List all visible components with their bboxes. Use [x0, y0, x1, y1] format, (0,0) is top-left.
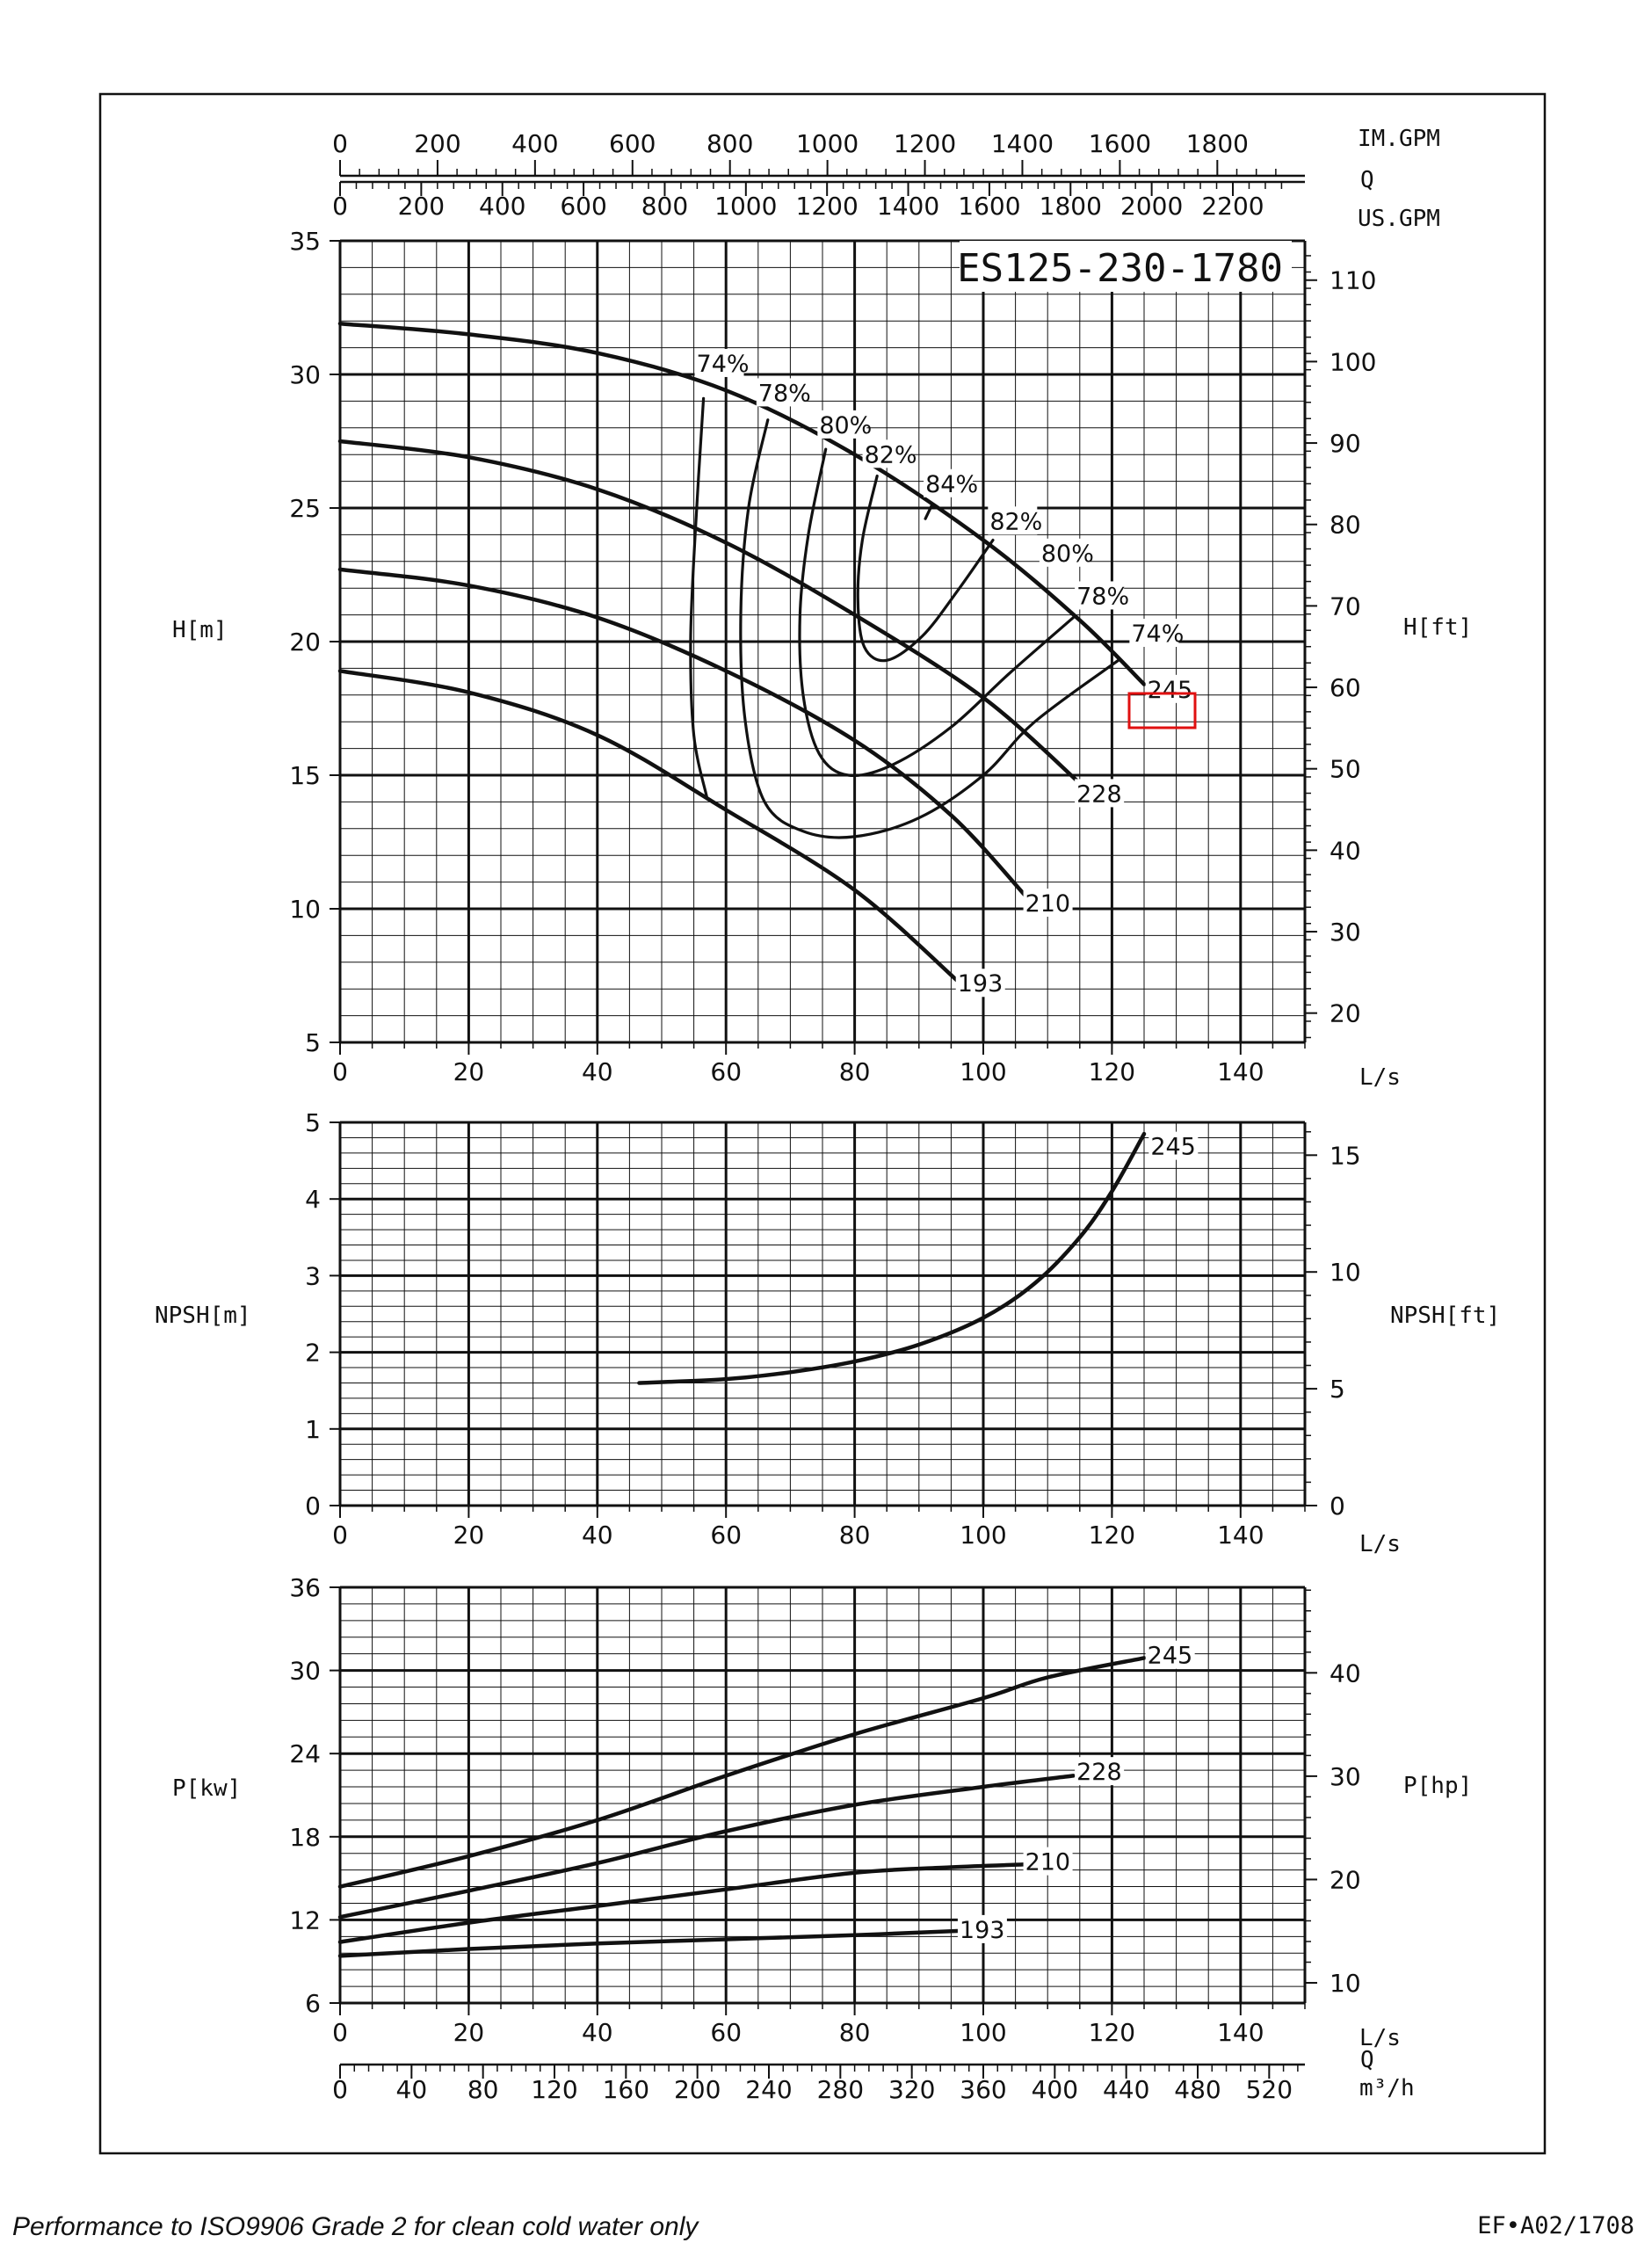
us-gpm-tick-label: 600 [560, 192, 607, 221]
power-ytick-label-left: 6 [305, 1989, 321, 2018]
npsh-xtick-label: 40 [581, 1521, 613, 1550]
m3h-tick-label: 40 [395, 2075, 428, 2104]
npsh-ylabel-right: NPSH[ft] [1390, 1303, 1501, 1329]
power-curve-label-210: 210 [1025, 1848, 1071, 1876]
m3h-tick-label: 200 [673, 2075, 721, 2104]
head-ytick-label-left: 30 [289, 360, 321, 389]
us-gpm-tick-label: 1400 [876, 192, 940, 221]
npsh-ytick-label-right: 5 [1330, 1375, 1345, 1404]
head-ytick-label-right: 20 [1330, 998, 1361, 1028]
head-curve-label-228: 228 [1076, 780, 1122, 809]
npsh-ytick-label-right: 10 [1330, 1258, 1361, 1288]
npsh-curve-label-245: 245 [1150, 1133, 1196, 1161]
power-ytick-label-left: 18 [289, 1822, 321, 1852]
power-xtick-label: 0 [332, 2018, 348, 2047]
im-gpm-tick-label: 0 [332, 129, 348, 158]
efficiency-label-right-1: 80% [1040, 540, 1094, 568]
efficiency-curve-80% [800, 449, 1073, 775]
im-gpm-tick-label: 200 [414, 129, 461, 158]
npsh-xtick-label: 20 [453, 1521, 485, 1550]
power-ytick-label-left: 12 [289, 1905, 321, 1935]
head-ytick-label-right: 110 [1330, 265, 1377, 295]
head-ytick-label-right: 80 [1330, 510, 1361, 540]
efficiency-label-right-0: 82% [989, 508, 1043, 536]
head-ytick-label-left: 10 [289, 895, 321, 924]
m3h-tick-label: 0 [332, 2075, 348, 2104]
power-curve-label-245: 245 [1147, 1642, 1193, 1670]
head-ytick-label-left: 35 [289, 227, 321, 256]
npsh-ytick-label-right: 15 [1330, 1141, 1361, 1171]
head-xtick-label: 0 [332, 1057, 348, 1086]
power-ytick-label-right: 40 [1330, 1658, 1361, 1688]
head-ytick-label-right: 60 [1330, 673, 1361, 703]
power-ylabel-left: P[kw] [172, 1775, 242, 1802]
bottom-q-label: Q [1360, 2047, 1374, 2073]
head-ytick-label-right: 90 [1330, 429, 1361, 459]
m3h-tick-label: 120 [531, 2075, 578, 2104]
power-ytick-label-left: 30 [289, 1656, 321, 1686]
power-xtick-label: 140 [1217, 2018, 1264, 2047]
npsh-ytick-label-left: 5 [305, 1108, 321, 1137]
head-x-unit: L/s [1359, 1064, 1401, 1091]
head-curve-label-210: 210 [1025, 890, 1071, 918]
head-xtick-label: 100 [960, 1057, 1007, 1086]
power-xtick-label: 100 [960, 2018, 1007, 2047]
efficiency-label-right-2: 78% [1076, 583, 1130, 611]
head-curve-210 [340, 570, 1025, 896]
m3h-tick-label: 320 [888, 2075, 936, 2104]
power-x-unit: L/s [1359, 2025, 1401, 2051]
m3h-tick-label: 520 [1245, 2075, 1293, 2104]
us-gpm-tick-label: 1600 [958, 192, 1021, 221]
head-xtick-label: 120 [1088, 1057, 1136, 1086]
power-xtick-label: 20 [453, 2018, 485, 2047]
m3h-tick-label: 160 [602, 2075, 650, 2104]
im-gpm-tick-label: 1200 [893, 129, 957, 158]
npsh-ylabel-left: NPSH[m] [155, 1303, 251, 1329]
power-ytick-label-right: 20 [1330, 1865, 1361, 1895]
power-xtick-label: 40 [581, 2018, 613, 2047]
head-curve-label-193: 193 [957, 970, 1004, 998]
power-curve-228 [340, 1775, 1074, 1917]
head-ytick-label-left: 15 [289, 761, 321, 790]
head-ylabel-right: H[ft] [1403, 614, 1473, 641]
power-xtick-label: 80 [838, 2018, 871, 2047]
m3h-label: m³/h [1359, 2075, 1415, 2101]
head-ytick-label-right: 50 [1330, 754, 1361, 784]
m3h-tick-label: 360 [960, 2075, 1007, 2104]
head-xtick-label: 80 [838, 1057, 871, 1086]
efficiency-label-top-0: 74% [696, 350, 750, 378]
efficiency-curve-74% [691, 398, 706, 796]
efficiency-label-top-3: 82% [864, 441, 917, 469]
npsh-curve-245 [639, 1134, 1144, 1383]
npsh-ytick-label-left: 1 [305, 1414, 321, 1444]
im-gpm-tick-label: 1800 [1185, 129, 1249, 158]
us-gpm-tick-label: 2000 [1120, 192, 1184, 221]
us-gpm-tick-label: 200 [397, 192, 446, 221]
head-ytick-label-left: 25 [289, 494, 321, 523]
head-ytick-label-right: 70 [1330, 592, 1361, 621]
im-gpm-tick-label: 400 [511, 129, 559, 158]
power-ytick-label-right: 10 [1330, 1969, 1361, 1999]
chart-title: ES125-230-1780 [957, 246, 1283, 291]
head-ytick-label-left: 5 [305, 1028, 321, 1057]
head-ytick-label-right: 40 [1330, 836, 1361, 866]
power-ytick-label-left: 24 [289, 1739, 321, 1769]
us-gpm-tick-label: 1000 [714, 192, 778, 221]
m3h-tick-label: 400 [1031, 2075, 1079, 2104]
us-gpm-tick-label: 1200 [795, 192, 859, 221]
head-xtick-label: 20 [453, 1057, 485, 1086]
head-ytick-label-left: 20 [289, 628, 321, 657]
npsh-xtick-label: 100 [960, 1521, 1007, 1550]
head-ytick-label-right: 30 [1330, 918, 1361, 947]
head-ytick-label-right: 100 [1330, 347, 1377, 377]
footer-code: EF•A02/1708 [1477, 2212, 1634, 2239]
npsh-xtick-label: 120 [1088, 1521, 1136, 1550]
m3h-tick-label: 440 [1102, 2075, 1150, 2104]
npsh-ytick-label-left: 2 [305, 1338, 321, 1368]
head-curve-label-245: 245 [1147, 676, 1193, 704]
power-ytick-label-right: 30 [1330, 1761, 1361, 1791]
footer-note: Performance to ISO9906 Grade 2 for clean cold water only [12, 2212, 699, 2241]
top-q-label: Q [1360, 167, 1374, 193]
m3h-tick-label: 80 [467, 2075, 499, 2104]
m3h-tick-label: 280 [816, 2075, 865, 2104]
im-gpm-tick-label: 1000 [795, 129, 859, 158]
im-gpm-tick-label: 600 [609, 129, 656, 158]
efficiency-label-top-2: 80% [819, 411, 873, 439]
npsh-ytick-label-left: 3 [305, 1261, 321, 1291]
us-gpm-tick-label: 0 [332, 192, 348, 221]
m3h-tick-label: 240 [745, 2075, 793, 2104]
power-curve-label-228: 228 [1076, 1759, 1122, 1787]
npsh-xtick-label: 60 [710, 1521, 743, 1550]
us-gpm-tick-label: 400 [479, 192, 526, 221]
head-xtick-label: 60 [710, 1057, 743, 1086]
power-ytick-label-left: 36 [289, 1573, 321, 1602]
npsh-ytick-label-left: 4 [305, 1185, 321, 1215]
power-xtick-label: 120 [1088, 2018, 1136, 2047]
us-gpm-tick-label: 800 [641, 192, 689, 221]
us-gpm-tick-label: 1800 [1039, 192, 1102, 221]
power-curve-193 [340, 1931, 958, 1956]
power-xtick-label: 60 [710, 2018, 743, 2047]
npsh-ytick-label-right: 0 [1330, 1492, 1345, 1521]
im-gpm-tick-label: 800 [706, 129, 754, 158]
head-xtick-label: 40 [581, 1057, 613, 1086]
im-gpm-label: IM.GPM [1358, 126, 1440, 152]
npsh-x-unit: L/s [1359, 1531, 1401, 1557]
power-ylabel-right: P[hp] [1403, 1773, 1473, 1799]
us-gpm-tick-label: 2200 [1201, 192, 1264, 221]
head-xtick-label: 140 [1217, 1057, 1264, 1086]
power-curve-label-193: 193 [959, 1916, 1005, 1944]
im-gpm-tick-label: 1400 [990, 129, 1054, 158]
npsh-xtick-label: 0 [332, 1521, 348, 1550]
npsh-xtick-label: 140 [1217, 1521, 1264, 1550]
npsh-ytick-label-left: 0 [305, 1492, 321, 1521]
efficiency-label-top-4: 84% [925, 470, 979, 498]
m3h-tick-label: 480 [1174, 2075, 1221, 2104]
head-curve-193 [340, 671, 958, 981]
efficiency-label-top-1: 78% [757, 380, 811, 408]
head-ylabel-left: H[m] [172, 617, 228, 643]
npsh-xtick-label: 80 [838, 1521, 871, 1550]
efficiency-label-right-3: 74% [1131, 621, 1185, 648]
efficiency-curve-82% [858, 476, 993, 661]
us-gpm-label: US.GPM [1358, 206, 1440, 232]
im-gpm-tick-label: 1600 [1088, 129, 1152, 158]
